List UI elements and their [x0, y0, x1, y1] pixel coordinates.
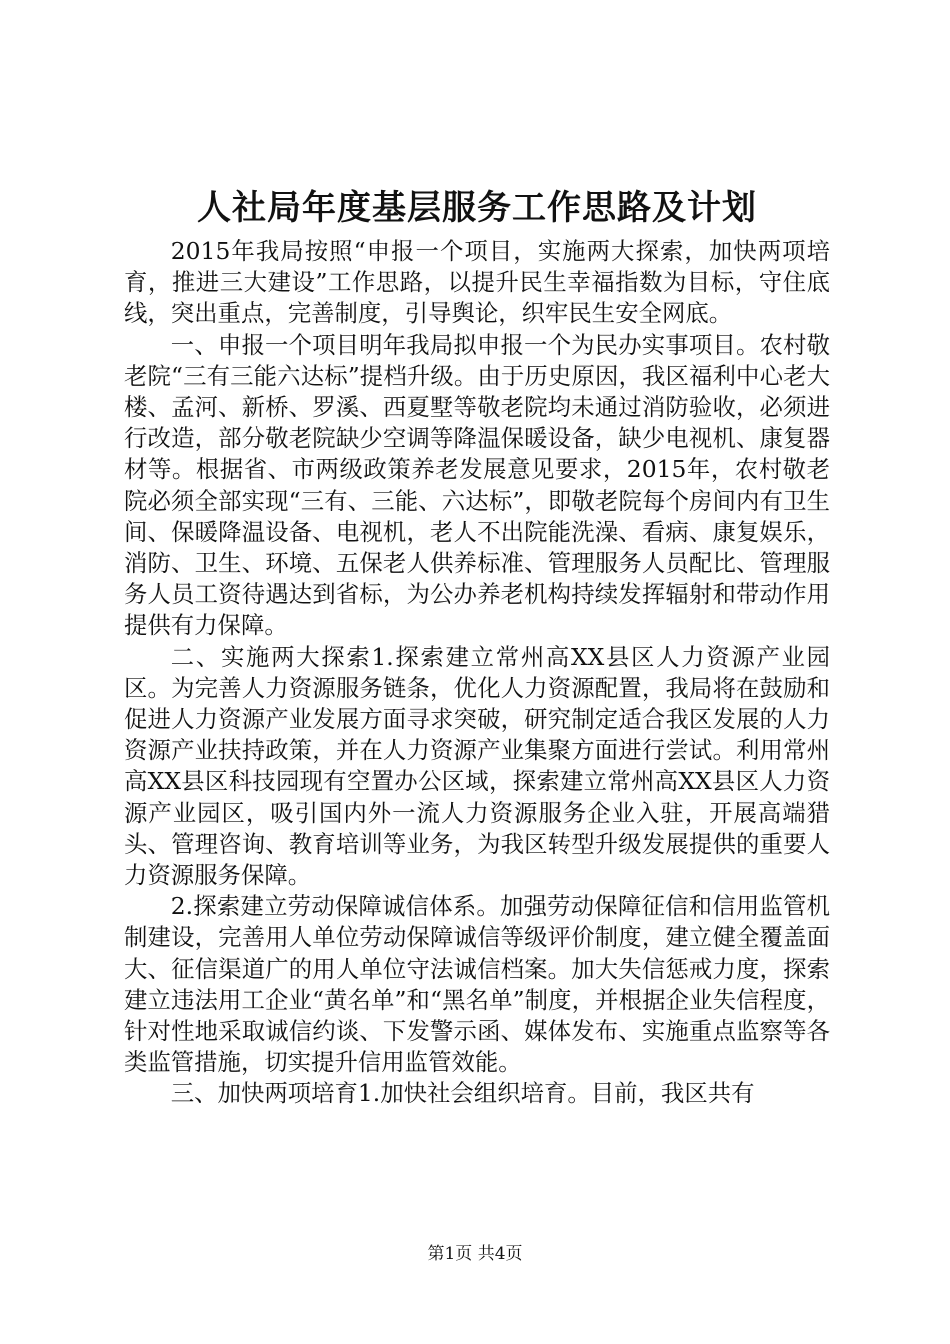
paragraph-section-2-item-2: 2.探索建立劳动保障诚信体系。加强劳动保障征信和信用监管机制建设，完善用人单位劳动保障诚信等级评价制度，建立健全覆盖面大、征信渠道广的用人单位守法诚信档案。加大失信惩戒力度，探索建立违法用工企业“黄名单”和“黑名单”制度，并根据企业失信程度，针对性地采取诚信约谈、下发警示函、媒体发布、实施重点监察等各类监管措施，切实提升信用监管效能。 [124, 892, 830, 1077]
paragraph-section-1: 一、申报一个项目明年我局拟申报一个为民办实事项目。农村敬老院“三有三能六达标”提档升级。由于历史原因，我区福利中心老大楼、孟河、新桥、罗溪、西夏墅等敬老院均未通过消防验收，必须进行改造，部分敬老院缺少空调等降温保暖设备，缺少电视机、康复器材等。根据省、市两级政策养老发展意见要求，2015年，农村敬老院必须全部实现“三有、三能、六达标”，即敬老院每个房间内有卫生间、保暖降温设备、电视机，老人不出院能洗澡、看病、康复娱乐，消防、卫生、环境、五保老人供养标准、管理服务人员配比、管理服务人员工资待遇达到省标，为公办养老机构持续发挥辐射和带动作用提供有力保障。 [124, 330, 830, 640]
paragraph-intro: 2015年我局按照“申报一个项目，实施两大探索，加快两项培育，推进三大建设”工作思路，以提升民生幸福指数为目标，守住底线，突出重点，完善制度，引导舆论，织牢民生安全网底。 [124, 237, 830, 328]
document-page [124, 178, 830, 1110]
paragraph-section-2: 二、实施两大探索1.探索建立常州高XX县区人力资源产业园区。为完善人力资源服务链条，优化人力资源配置，我局将在鼓励和促进人力资源产业发展方面寻求突破，研究制定适合我区发展的人力资源产业扶持政策，并在人力资源产业集聚方面进行尝试。利用常州高XX县区科技园现有空置办公区域，探索建立常州高XX县区人力资源产业园区，吸引国内外一流人力资源服务企业入驻，开展高端猎头、管理咨询、教育培训等业务，为我区转型升级发展提供的重要人力资源服务保障。 [124, 642, 830, 890]
page-footer: 第1页 共4页 [427, 1244, 523, 1264]
paragraph-section-3: 三、加快两项培育1.加快社会组织培育。目前，我区共有 [170, 1079, 755, 1108]
document-title: 人社局年度基层服务工作思路及计划 [197, 188, 757, 228]
document-body [124, 236, 830, 1110]
